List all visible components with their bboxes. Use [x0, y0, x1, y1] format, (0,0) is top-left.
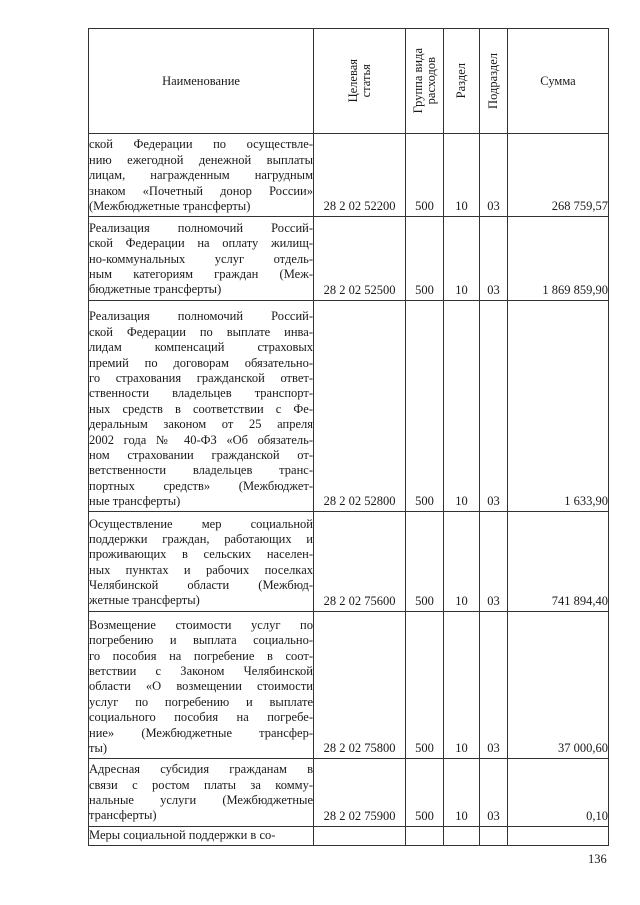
name-line: ных пунктах и рабочих поселках [89, 562, 313, 577]
name-line: (Межбюджетные трансферты) [89, 198, 251, 213]
name-line: 2002 года № 40-ФЗ «Об обязатель- [89, 432, 313, 447]
name-line: ской Федерации на оплату жилищ- [89, 236, 313, 251]
amount-cell: 741 894,40 [508, 512, 609, 611]
header-amount: Сумма [508, 29, 609, 134]
amount-cell: 0,10 [508, 759, 609, 826]
name-cell [89, 300, 314, 512]
name-line: ные трансферты) [89, 494, 181, 509]
table-row [89, 759, 609, 826]
name-line: поддержки граждан, работающих и [89, 531, 313, 546]
subsection-cell: 03 [480, 611, 508, 759]
name-line: ветствии с Законом Челябинской [89, 664, 313, 679]
expense-group-cell [406, 826, 444, 845]
name-line: ние» (Межбюджетные трансфер- [89, 725, 313, 740]
name-line: ных средств в соответствии с Фе- [89, 401, 313, 416]
name-line: ным категориям граждан (Меж- [89, 266, 313, 281]
section-cell: 10 [444, 759, 480, 826]
target-item-cell: 28 2 02 75800 [314, 611, 406, 759]
name-line: портных средств» (Межбюджет- [89, 478, 313, 493]
target-item-cell: 28 2 02 75900 [314, 759, 406, 826]
budget-table [88, 28, 609, 846]
name-line: бюджетные трансферты) [89, 282, 222, 297]
name-line: лицам, награжденным нагрудным [89, 168, 313, 183]
name-line: Челябинской области (Межбюд- [89, 578, 313, 593]
name-cell [89, 759, 314, 826]
subsection-cell [480, 826, 508, 845]
page-number: 136 [588, 852, 607, 866]
section-cell: 10 [444, 300, 480, 512]
name-line: лидам компенсаций страховых [89, 340, 313, 355]
name-line: области «О возмещении стоимости [89, 679, 313, 694]
name-line: го страхования гражданской ответ- [89, 370, 313, 385]
amount-cell: 1 869 859,90 [508, 217, 609, 300]
target-item-cell: 28 2 02 52800 [314, 300, 406, 512]
name-line: премий по договорам обязательно- [89, 355, 313, 370]
header-section: Раздел [444, 29, 480, 134]
subsection-cell: 03 [480, 217, 508, 300]
subsection-cell: 03 [480, 512, 508, 611]
target-item-cell: 28 2 02 52200 [314, 134, 406, 217]
name-cell [89, 134, 314, 217]
name-line: услуг по погребению и выплате [89, 694, 313, 709]
name-line: Осуществление мер социальной [89, 516, 313, 531]
name-line: ты) [89, 741, 108, 756]
subsection-cell: 03 [480, 134, 508, 217]
name-line: но-коммунальных услуг отдель- [89, 251, 313, 266]
expense-group-cell: 500 [406, 217, 444, 300]
target-item-cell: 28 2 02 75600 [314, 512, 406, 611]
section-cell: 10 [444, 512, 480, 611]
name-line: жетные трансферты) [89, 593, 200, 608]
name-line: деральным законом от 25 апреля [89, 417, 313, 432]
name-line: ветственности владельцев транс- [89, 463, 313, 478]
table-row [89, 134, 609, 217]
name-line: Реализация полномочий Россий- [89, 309, 313, 324]
header-expense-group: Группа вида расходов [406, 29, 444, 134]
table-row [89, 512, 609, 611]
name-line: Меры социальной поддержки в со- [89, 827, 276, 842]
header-target-item: Целевая статья [314, 29, 406, 134]
section-cell [444, 826, 480, 845]
name-line: связи с ростом платы за комму- [89, 777, 313, 792]
name-line: проживающих в сельских населен- [89, 547, 313, 562]
amount-cell: 1 633,90 [508, 300, 609, 512]
table-body [89, 134, 609, 846]
name-line: го пособия на погребение в соот- [89, 648, 313, 663]
name-line: социального пособия на погребе- [89, 710, 313, 725]
table-row [89, 300, 609, 512]
section-cell: 10 [444, 217, 480, 300]
expense-group-cell: 500 [406, 611, 444, 759]
amount-cell: 268 759,57 [508, 134, 609, 217]
name-line: Реализация полномочий Россий- [89, 220, 313, 235]
name-line: трансферты) [89, 808, 157, 823]
name-line: Возмещение стоимости услуг по [89, 617, 313, 632]
target-item-cell [314, 826, 406, 845]
section-cell: 10 [444, 134, 480, 217]
name-line: ном страховании гражданской от- [89, 447, 313, 462]
name-line: ской Федерации по осуществле- [89, 137, 313, 152]
name-cell [89, 512, 314, 611]
target-item-cell: 28 2 02 52500 [314, 217, 406, 300]
name-line: нальные услуги (Межбюджетные [89, 792, 313, 807]
expense-group-cell: 500 [406, 759, 444, 826]
table-row [89, 826, 609, 845]
subsection-cell: 03 [480, 759, 508, 826]
expense-group-cell: 500 [406, 512, 444, 611]
name-cell [89, 217, 314, 300]
name-line: ской Федерации по выплате инва- [89, 324, 313, 339]
section-cell: 10 [444, 611, 480, 759]
expense-group-cell: 500 [406, 300, 444, 512]
name-line: Адресная субсидия гражданам в [89, 762, 313, 777]
expense-group-cell: 500 [406, 134, 444, 217]
name-line: ственности владельцев транспорт- [89, 386, 313, 401]
name-cell [89, 611, 314, 759]
table-row [89, 611, 609, 759]
name-line: знаком «Почетный донор России» [89, 183, 313, 198]
name-line: нию ежегодной денежной выплаты [89, 152, 313, 167]
header-subsection: Подраздел [480, 29, 508, 134]
subsection-cell: 03 [480, 300, 508, 512]
table-row [89, 217, 609, 300]
name-line: погребению и выплата социально- [89, 633, 313, 648]
header-name: Наименование [89, 29, 314, 134]
name-cell [89, 826, 314, 845]
amount-cell: 37 000,60 [508, 611, 609, 759]
table-header-row [89, 29, 609, 134]
budget-sheet [88, 28, 608, 846]
amount-cell [508, 826, 609, 845]
